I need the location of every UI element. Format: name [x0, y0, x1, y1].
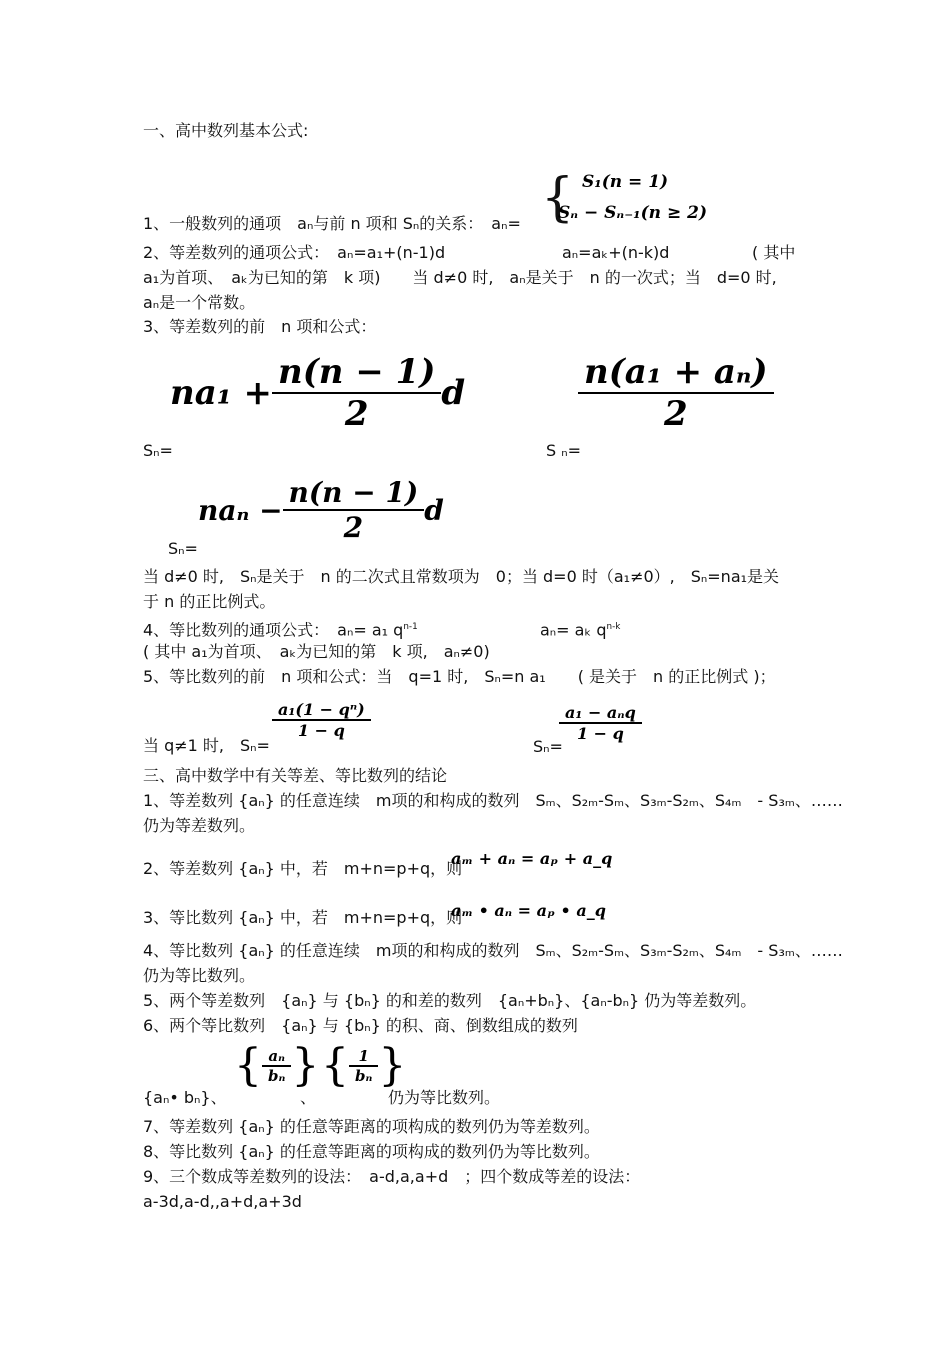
item2-line3: aₙ是一个常数。	[143, 293, 256, 312]
conclusion-9-line1: 9、三个数成等差数列的设法： a-d,a,a+d ；四个数成等差的设法：	[143, 1167, 641, 1186]
item2-line1b: aₙ=aₖ+(n-k)d	[562, 243, 670, 262]
sum-formula-1-num: n(n − 1)	[277, 352, 436, 392]
piecewise-case1: S₁(n = 1)	[582, 172, 669, 192]
piecewise-case2: Sₙ − Sₙ₋₁(n ≥ 2)	[558, 203, 707, 223]
sum-formula-1	[170, 352, 465, 434]
sum-label-1: Sₙ=	[143, 441, 173, 460]
item4-exp-a: n-1	[403, 622, 418, 632]
conclusion-1-line1: 1、等差数列 {aₙ} 的任意连续 m项的和构成的数列 Sₘ、S₂ₘ-Sₘ、S₃ₘ-S₂ₘ、S₄ₘ - S₃ₘ、……	[143, 791, 843, 810]
item2-line1a: 2、等差数列的通项公式： aₙ=a₁+(n-1)d	[143, 243, 446, 262]
conclusion-6-separator: 、	[300, 1088, 317, 1107]
heading-basic-formulas: 一、高中数列基本公式:	[143, 121, 309, 140]
item4-exp-b: n-k	[606, 622, 621, 632]
geo-sum-formula-1-den: 1 − q	[297, 721, 345, 740]
reciprocal-frac	[349, 1047, 378, 1085]
item3-title: 3、等差数列的前 n 项和公式：	[143, 317, 377, 336]
item2-line2: a₁为首项、 aₖ为已知的第 k 项) 当 d≠0 时, aₙ是关于 n 的一次式；当 d=0 时,	[143, 268, 777, 287]
conclusion-6-product: {aₙ• bₙ}、	[143, 1088, 227, 1107]
sum-formula-1-den: 2	[344, 394, 369, 434]
ratio-set-formula: { $\frac{\text{aₙ}}{\text{bₙ}}$ }	[234, 1040, 320, 1091]
conclusion-2-text: 2、等差数列 {aₙ} 中，若 m+n=p+q，则	[143, 859, 463, 878]
item4-formula-b: aₙ= aₖ q	[540, 620, 607, 640]
conclusion-7: 7、等差数列 {aₙ} 的任意等距离的项构成的数列仍为等差数列。	[143, 1117, 600, 1136]
sum-formula-1-right: d	[441, 373, 466, 413]
reciprocal-num: 1	[358, 1046, 369, 1065]
conclusion-4-line1: 4、等比数列 {aₙ} 的任意连续 m项的和构成的数列 Sₘ、S₂ₘ-Sₘ、S₃ₘ-S₂ₘ、S₄ₘ - S₃ₘ、……	[143, 941, 843, 960]
sum-label-3: Sₙ=	[168, 539, 198, 558]
conclusion-1-line2: 仍为等差数列。	[143, 816, 256, 835]
sum-formula-3	[198, 476, 444, 544]
item4-line1b	[540, 617, 620, 640]
conclusion-9-line2: a-3d,a-d,,a+d,a+3d	[143, 1192, 302, 1211]
reciprocal-set-formula: { $\frac{1}{\text{bₙ}}$ }	[321, 1040, 407, 1091]
sum-formula-2-num: n(a₁ + aₙ)	[584, 352, 768, 392]
sum-formula-3-num: n(n − 1)	[288, 476, 419, 509]
sum-formula-3-frac	[283, 476, 425, 544]
ratio-den: bₙ	[268, 1066, 286, 1085]
item4-line2: ( 其中 a₁为首项、 aₖ为已知的第 k 项, aₙ≠0)	[143, 642, 490, 661]
geo-sum-formula-2	[559, 703, 642, 743]
sum-formula-2-den: 2	[663, 394, 688, 434]
sum-formula-3-right: d	[424, 493, 444, 527]
sum-label-2: S ₙ=	[546, 441, 582, 460]
item1-text: 1、一般数列的通项 aₙ与前 n 项和 Sₙ的关系： aₙ=	[143, 214, 521, 233]
conclusion-5: 5、两个等差数列 {aₙ} 与 {bₙ} 的和差的数列 {aₙ+bₙ}、{aₙ-bₙ} 仍为等差数列。	[143, 991, 757, 1010]
conclusion-6-end: 仍为等比数列。	[388, 1088, 501, 1107]
conclusion-3-formula: aₘ • aₙ = aₚ • a_q	[451, 901, 606, 920]
heading-conclusions: 三、高中数学中有关等差、等比数列的结论	[143, 766, 448, 785]
ratio-num: aₙ	[268, 1046, 285, 1065]
item5-s-label: Sₙ=	[533, 737, 563, 756]
item5-line1: 5、等比数列的前 n 项和公式：当 q=1 时, Sₙ=n a₁ ( 是关于 n 的正比例式 )；	[143, 667, 776, 686]
item3-note1: 当 d≠0 时, Sₙ是关于 n 的二次式且常数项为 0；当 d=0 时（a₁≠0）, Sₙ=na₁是关	[143, 567, 780, 586]
sum-formula-1-left: na₁ +	[170, 373, 272, 413]
sum-formula-3-den: 2	[343, 511, 364, 544]
item4-formula-a: 4、等比数列的通项公式： aₙ= a₁ q	[143, 620, 404, 640]
ratio-frac	[262, 1047, 291, 1085]
item4-line1a	[143, 617, 418, 640]
geo-sum-formula-1	[272, 700, 371, 740]
sum-formula-2-frac	[578, 352, 774, 434]
geo-sum-formula-2-frac	[559, 703, 642, 743]
reciprocal-den: bₙ	[355, 1066, 373, 1085]
item5-line2: 当 q≠1 时, Sₙ=	[143, 736, 270, 755]
geo-sum-formula-1-frac	[272, 700, 371, 740]
conclusion-6-line1: 6、两个等比数列 {aₙ} 与 {bₙ} 的积、商、倒数组成的数列	[143, 1016, 578, 1035]
item2-line1c: ( 其中	[752, 243, 796, 262]
item3-note2: 于 n 的正比例式。	[143, 592, 276, 611]
conclusion-2-formula: aₘ + aₙ = aₚ + a_q	[451, 849, 613, 868]
geo-sum-formula-2-num: a₁ − aₙq	[565, 703, 636, 722]
piecewise-brace: {	[541, 168, 575, 228]
conclusion-8: 8、等比数列 {aₙ} 的任意等距离的项构成的数列仍为等比数列。	[143, 1142, 600, 1161]
conclusion-3-text: 3、等比数列 {aₙ} 中，若 m+n=p+q，则	[143, 908, 463, 927]
sum-formula-3-left: naₙ −	[198, 493, 283, 527]
geo-sum-formula-2-den: 1 − q	[576, 724, 624, 743]
sum-formula-2	[578, 352, 774, 434]
sum-formula-1-frac	[272, 352, 441, 434]
conclusion-4-line2: 仍为等比数列。	[143, 966, 256, 985]
geo-sum-formula-1-num: a₁(1 − qⁿ)	[278, 700, 365, 719]
